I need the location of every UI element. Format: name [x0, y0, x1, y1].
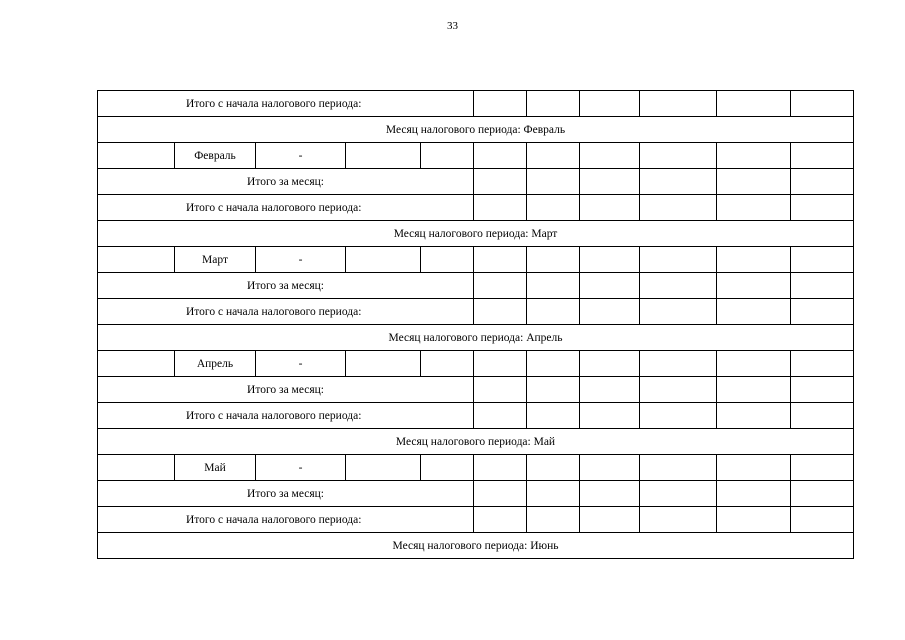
month-header-row	[98, 221, 854, 247]
month-header-row	[98, 533, 854, 559]
total-since-start-row	[98, 91, 854, 117]
total-month-row	[98, 377, 854, 403]
total-since-start-row	[98, 195, 854, 221]
month-header: Месяц налогового периода: Июнь	[98, 533, 854, 559]
month-entry-row	[98, 455, 854, 481]
month-header-row	[98, 325, 854, 351]
total-month-label: Итого за месяц:	[98, 273, 474, 299]
month-header-row	[98, 117, 854, 143]
page-number: 33	[447, 20, 458, 32]
total-since-start-label: Итого с начала налогового периода:	[186, 201, 362, 214]
total-since-start-row	[98, 507, 854, 533]
dash-cell: -	[256, 143, 346, 169]
total-since-start-row	[98, 403, 854, 429]
month-header: Месяц налогового периода: Май	[98, 429, 854, 455]
month-entry-row	[98, 143, 854, 169]
total-since-start-label: Итого с начала налогового периода:	[186, 409, 362, 422]
month-name: Февраль	[175, 143, 256, 169]
total-month-label: Итого за месяц:	[98, 377, 474, 403]
month-name: Апрель	[175, 351, 256, 377]
total-month-row	[98, 169, 854, 195]
total-since-start-label: Итого с начала налогового периода:	[186, 513, 362, 526]
month-entry-row	[98, 247, 854, 273]
total-since-start-label: Итого с начала налогового периода:	[186, 305, 362, 318]
total-month-label: Итого за месяц:	[98, 481, 474, 507]
tax-period-table	[97, 90, 854, 559]
dash-cell: -	[256, 455, 346, 481]
dash-cell: -	[256, 247, 346, 273]
dash-cell: -	[256, 351, 346, 377]
total-month-row	[98, 481, 854, 507]
total-since-start-row	[98, 299, 854, 325]
month-entry-row	[98, 351, 854, 377]
month-header: Месяц налогового периода: Февраль	[98, 117, 854, 143]
month-name: Март	[175, 247, 256, 273]
month-header-row	[98, 429, 854, 455]
month-header: Месяц налогового периода: Март	[98, 221, 854, 247]
month-header: Месяц налогового периода: Апрель	[98, 325, 854, 351]
total-since-start-label: Итого с начала налогового периода:	[186, 97, 362, 110]
total-month-label: Итого за месяц:	[98, 169, 474, 195]
month-name: Май	[175, 455, 256, 481]
total-month-row	[98, 273, 854, 299]
